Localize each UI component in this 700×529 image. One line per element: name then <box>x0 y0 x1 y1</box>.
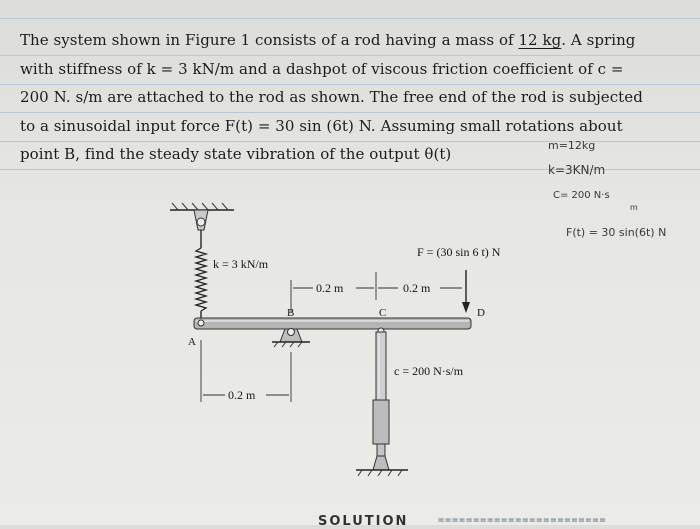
dashpot <box>356 328 408 476</box>
dim-ab-label: 0.2 m <box>228 388 256 402</box>
point-c-label: C <box>379 307 387 319</box>
pivot-b <box>272 329 310 348</box>
problem-line-5: point B, find the steady state vibration of the output θ(t) <box>20 145 452 163</box>
problem-line-4: to a sinusoidal input force F(t) = 30 sin (6t) N. Assuming small rotations about <box>20 116 623 135</box>
handwritten-damping: C= 200 N·s <box>553 190 610 201</box>
point-a-label: A <box>188 336 196 348</box>
mass-value: 12 kg <box>518 31 562 49</box>
handwritten-mass: m=12kg <box>548 139 596 152</box>
handwritten-damping-unit: m <box>630 203 638 212</box>
problem-line-3: 200 N. s/m are attached to the rod as shown. The free end of the rod is subjected <box>20 88 643 106</box>
dim-cd-label: 0.2 m <box>403 281 431 295</box>
dashpot-label: c = 200 N·s/m <box>394 364 464 378</box>
point-b-label: B <box>287 307 295 319</box>
force-arrow <box>462 270 470 313</box>
footer-dashes: ======================== <box>438 515 607 526</box>
handwritten-force: F(t) = 30 sin(6t) N <box>566 226 667 239</box>
top-support <box>170 203 234 230</box>
spring <box>196 230 206 318</box>
spring-label: k = 3 kN/m <box>213 257 269 271</box>
point-d-label: D <box>477 307 485 319</box>
force-label: F = (30 sin 6 t) N <box>417 245 501 259</box>
solution-heading: SOLUTION <box>318 514 409 529</box>
handwritten-stiffness: k=3KN/m <box>548 163 606 177</box>
dim-bc-label: 0.2 m <box>316 281 344 295</box>
problem-line-1: The system shown in Figure 1 consists of a rod having a mass of 12 kg. A spring <box>20 31 636 49</box>
rod <box>194 318 471 329</box>
problem-line-2: with stiffness of k = 3 kN/m and a dashpot of viscous friction coefficient of c = <box>20 59 624 78</box>
